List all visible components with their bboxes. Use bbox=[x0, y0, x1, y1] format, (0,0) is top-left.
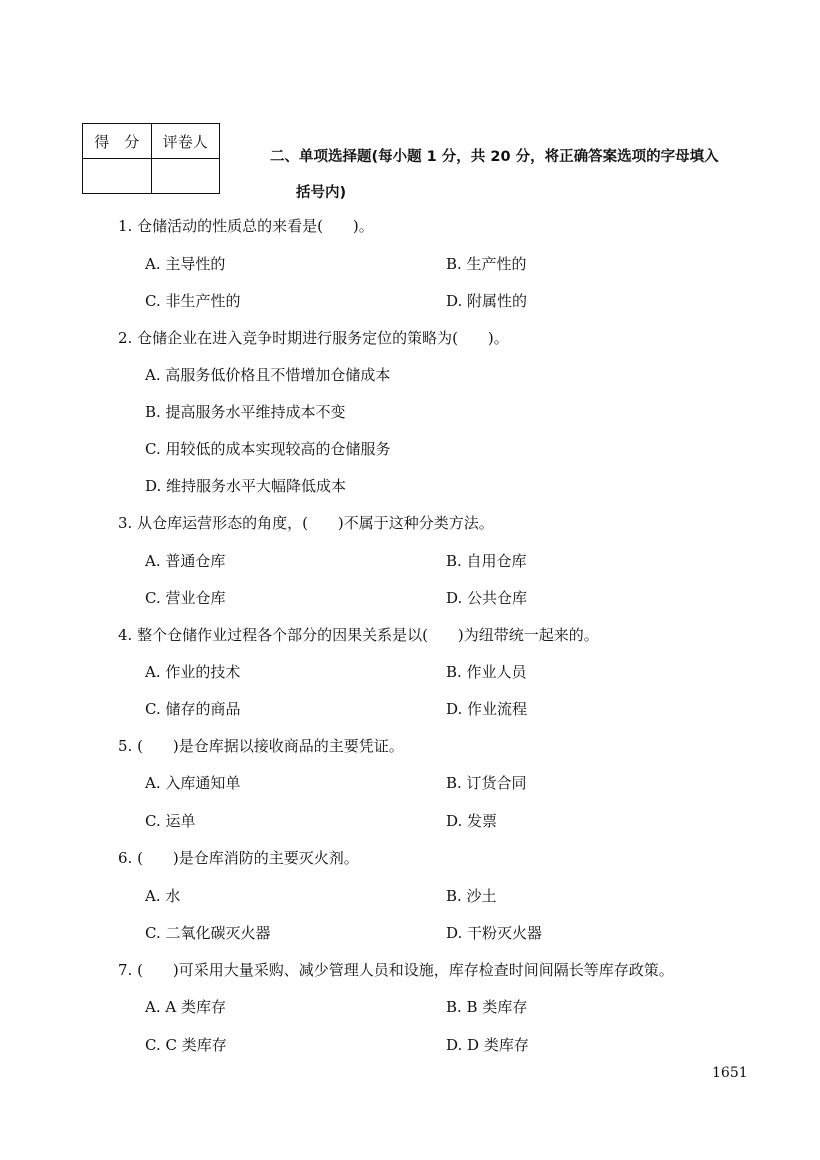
question-7-option-d: D. D 类库存 bbox=[446, 1036, 529, 1054]
question-7-stem: 7. ( )可采用大量采购、减少管理人员和设施，库存检查时间间隔长等库存政策。 bbox=[118, 961, 674, 979]
question-5-stem: 5. ( )是仓库据以接收商品的主要凭证。 bbox=[118, 737, 404, 755]
question-1-option-c: C. 非生产性的 bbox=[145, 292, 241, 310]
question-1-option-a: A. 主导性的 bbox=[145, 255, 226, 273]
question-3-option-c: C. 营业仓库 bbox=[145, 589, 226, 607]
grader-cell bbox=[151, 159, 220, 194]
question-6-option-a: A. 水 bbox=[145, 887, 181, 905]
question-4-stem: 4. 整个仓储作业过程各个部分的因果关系是以( )为纽带统一起来的。 bbox=[118, 626, 599, 644]
section-title bbox=[270, 149, 770, 201]
question-4-option-a: A. 作业的技术 bbox=[145, 663, 241, 681]
grader-label: 评卷人 bbox=[151, 124, 220, 159]
question-6-option-b: B. 沙土 bbox=[446, 887, 497, 905]
question-7-option-c: C. C 类库存 bbox=[145, 1036, 227, 1054]
page-number: 1651 bbox=[712, 1065, 748, 1081]
question-4-option-d: D. 作业流程 bbox=[446, 700, 528, 718]
question-5-option-b: B. 订货合同 bbox=[446, 774, 527, 792]
question-2-option-d: D. 维持服务水平大幅降低成本 bbox=[145, 477, 347, 495]
question-5-option-d: D. 发票 bbox=[446, 812, 498, 830]
question-2-option-b: B. 提高服务水平维持成本不变 bbox=[145, 403, 346, 421]
question-2-stem: 2. 仓储企业在进入竞争时期进行服务定位的策略为( )。 bbox=[118, 329, 509, 347]
question-6-option-d: D. 干粉灭火器 bbox=[446, 924, 543, 942]
question-3-option-b: B. 自用仓库 bbox=[446, 552, 527, 570]
question-2-option-c: C. 用较低的成本实现较高的仓储服务 bbox=[145, 440, 391, 458]
question-7-option-b: B. B 类库存 bbox=[446, 998, 528, 1016]
question-4-option-c: C. 储存的商品 bbox=[145, 700, 241, 718]
question-4-option-b: B. 作业人员 bbox=[446, 663, 527, 681]
score-table bbox=[82, 123, 220, 194]
question-1-option-d: D. 附属性的 bbox=[446, 292, 528, 310]
question-3-option-d: D. 公共仓库 bbox=[446, 589, 528, 607]
question-1-stem: 1. 仓储活动的性质总的来看是( )。 bbox=[118, 217, 374, 235]
section-title-line2: 括号内) bbox=[296, 185, 347, 201]
question-7-option-a: A. A 类库存 bbox=[145, 998, 226, 1016]
question-3-option-a: A. 普通仓库 bbox=[145, 552, 226, 570]
question-5-option-a: A. 入库通知单 bbox=[145, 774, 241, 792]
question-2-option-a: A. 高服务低价格且不惜增加仓储成本 bbox=[145, 366, 391, 384]
question-1-option-b: B. 生产性的 bbox=[446, 255, 527, 273]
question-3-stem: 3. 从仓库运营形态的角度，( )不属于这种分类方法。 bbox=[118, 514, 494, 532]
question-5-option-c: C. 运单 bbox=[145, 812, 196, 830]
question-6-stem: 6. ( )是仓库消防的主要灭火剂。 bbox=[118, 849, 359, 867]
section-title-line1: 二、单项选择题(每小题 1 分，共 20 分，将正确答案选项的字母填入 bbox=[270, 149, 719, 165]
question-6-option-c: C. 二氧化碳灭火器 bbox=[145, 924, 271, 942]
score-label: 得 分 bbox=[83, 124, 152, 159]
score-cell bbox=[83, 159, 152, 194]
